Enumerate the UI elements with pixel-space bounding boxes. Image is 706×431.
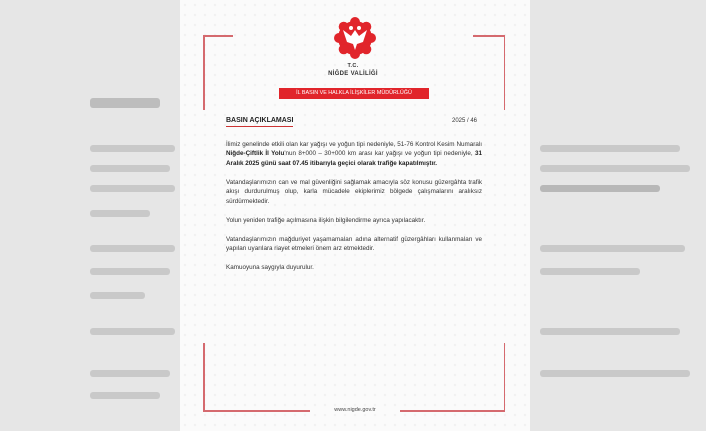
frame-line — [504, 343, 506, 411]
blurred-decoration — [540, 268, 640, 275]
paragraph-5: Kamuoyuna saygıyla duyurulur. — [226, 264, 314, 272]
document-body — [226, 140, 482, 282]
blurred-decoration — [90, 292, 145, 299]
blurred-decoration — [540, 185, 660, 192]
blurred-decoration — [540, 328, 680, 335]
frame-line — [203, 343, 205, 411]
blurred-decoration — [90, 328, 175, 335]
blurred-decoration — [90, 145, 175, 152]
blurred-decoration — [90, 392, 160, 399]
org-name: NİĞDE VALİLİĞİ — [328, 71, 378, 77]
governorship-emblem-icon — [333, 16, 377, 60]
blurred-decoration — [540, 370, 690, 377]
blurred-decoration — [540, 165, 690, 172]
closure-notice: 31 Aralık 2025 günü saat 07.45 itibarıyla geçici olarak trafiğe kapatılmıştır. — [226, 150, 482, 167]
paragraph-1 — [226, 140, 482, 168]
blurred-decoration — [90, 98, 160, 108]
document-title: BASIN AÇIKLAMASI — [226, 117, 293, 127]
blurred-decoration — [90, 185, 175, 192]
document-number: 2025 / 46 — [452, 118, 478, 124]
road-name: Niğde-Çiftlik İl Yolu — [226, 150, 285, 158]
paragraph-4: Vatandaşlarımızın mağduriyet yaşamamaları adına alternatif güzergâhları kullanmaları ve yapılan uyarılara riayet etmeleri önem arz etmektedir. — [226, 235, 482, 253]
tc-label: T.C. — [347, 63, 359, 69]
paragraph-3: Yolun yeniden trafiğe açılmasına ilişkin bilgilendirme ayrıca yapılacaktır. — [226, 216, 426, 224]
blurred-decoration — [90, 268, 170, 275]
department-banner: İL BASIN VE HALKLA İLİŞKİLER MÜDÜRLÜĞÜ — [279, 88, 429, 99]
text: 'nun 8+000 – 30+000 km arası kar yağışı ve yoğun tipi nedeniyle, — [284, 150, 475, 158]
frame-line — [473, 35, 505, 37]
blurred-decoration — [540, 245, 685, 252]
frame-line — [203, 35, 233, 37]
text: İlimiz genelinde etkili olan kar yağışı ve yoğun tipi nedeniyle, 51-76 Kontrol Kesim Numaralı — [226, 141, 482, 148]
blurred-decoration — [540, 145, 680, 152]
blurred-decoration — [90, 370, 170, 377]
blurred-decoration — [90, 210, 150, 217]
paragraph-2: Vatandaşlarımızın can ve mal güvenliğini sağlamak amacıyla söz konusu güzergâhta trafik akışı durdurulmuş olup, karla mücadele ekiplerimiz bölgede çalışmalarını aralıksız sürdürmektedir. — [226, 178, 482, 205]
blurred-decoration — [90, 165, 170, 172]
website-url: www.nigde.gov.tr — [310, 407, 400, 414]
blurred-decoration — [90, 245, 175, 252]
